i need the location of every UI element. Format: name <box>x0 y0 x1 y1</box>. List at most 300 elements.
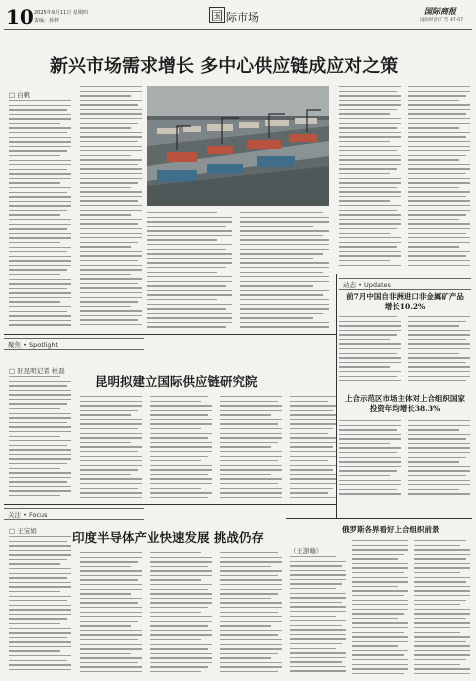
text-line <box>408 362 466 363</box>
text-line <box>408 425 470 426</box>
text-line <box>339 132 401 133</box>
text-line <box>290 433 328 434</box>
text-line <box>408 155 466 156</box>
text-line <box>339 429 397 430</box>
text-line <box>147 304 232 305</box>
text-line <box>339 136 401 137</box>
text-line <box>80 255 142 256</box>
text-line <box>339 376 397 377</box>
text-line <box>80 488 138 489</box>
text-line <box>339 260 390 261</box>
paper-sub: 国际经济/广告 47-07 <box>420 18 464 23</box>
text-line <box>150 639 201 640</box>
text-line <box>9 205 71 206</box>
text-line <box>150 570 212 571</box>
text-line <box>150 428 201 429</box>
text-line <box>80 260 138 261</box>
text-line <box>352 664 408 665</box>
text-line <box>352 549 408 550</box>
text-line <box>408 237 470 238</box>
sub1-title: 昆明拟建立国际供应链研究院 <box>95 374 258 389</box>
text-line <box>147 262 232 263</box>
text-line <box>80 269 142 270</box>
text-line <box>414 673 470 674</box>
text-line <box>220 456 282 457</box>
text-line <box>414 572 460 573</box>
text-line <box>414 558 466 559</box>
text-line <box>150 414 208 415</box>
text-line <box>414 627 470 628</box>
port-photo-image <box>147 86 329 206</box>
text-line <box>339 210 397 211</box>
text-line <box>339 443 390 444</box>
text-line <box>339 321 401 322</box>
divider <box>4 334 336 335</box>
text-line <box>408 136 466 137</box>
text-line <box>9 591 60 592</box>
text-line <box>80 228 142 229</box>
text-line <box>414 636 470 637</box>
text-line <box>240 317 313 318</box>
text-line <box>339 470 397 471</box>
text-line <box>80 396 142 397</box>
text-line <box>80 319 138 320</box>
text-line <box>80 155 131 156</box>
text-line <box>290 414 336 415</box>
text-line <box>408 118 470 119</box>
text-line <box>150 634 212 635</box>
text-line <box>150 616 212 617</box>
text-line <box>339 251 401 252</box>
text-line <box>150 630 212 631</box>
sub2-col2 <box>80 552 142 678</box>
text-line <box>240 262 329 263</box>
text-line <box>240 239 329 240</box>
text-line <box>80 566 131 567</box>
text-line <box>9 301 60 302</box>
text-line <box>147 308 226 309</box>
text-line <box>290 474 336 475</box>
text-line <box>352 622 408 623</box>
text-line <box>290 606 346 607</box>
text-line <box>150 612 201 613</box>
text-line <box>220 657 271 658</box>
text-line <box>150 488 201 489</box>
text-line <box>150 584 212 585</box>
text-line <box>339 343 401 344</box>
text-line <box>80 200 138 201</box>
sub2-col1 <box>9 536 71 678</box>
text-line <box>408 100 459 101</box>
text-line <box>339 348 401 349</box>
text-line <box>9 609 71 610</box>
text-line <box>339 187 397 188</box>
text-line <box>352 659 408 660</box>
text-line <box>80 497 142 498</box>
text-line <box>339 334 397 335</box>
text-line <box>9 614 71 615</box>
text-line <box>339 484 401 485</box>
text-line <box>80 451 138 452</box>
text-line <box>339 127 397 128</box>
right-bottom-col1 <box>290 556 346 678</box>
text-line <box>290 442 336 443</box>
text-line <box>220 446 271 447</box>
text-line <box>9 637 67 638</box>
page-number: 10 <box>6 5 34 29</box>
text-line <box>150 474 208 475</box>
text-line <box>80 182 138 183</box>
text-line <box>9 155 60 156</box>
text-line <box>240 326 329 327</box>
text-line <box>9 573 71 574</box>
text-line <box>220 478 282 479</box>
text-line <box>220 602 282 603</box>
left-bottom-label: □ 王宝娟 <box>9 527 37 535</box>
text-line <box>9 618 67 619</box>
text-line <box>220 616 282 617</box>
divider <box>336 274 337 518</box>
text-line <box>339 205 401 206</box>
text-line <box>290 593 346 594</box>
text-line <box>408 109 470 110</box>
text-line <box>352 545 408 546</box>
text-line <box>9 417 71 418</box>
text-line <box>80 237 142 238</box>
text-line <box>220 465 282 466</box>
text-line <box>220 666 282 667</box>
text-line <box>80 428 138 429</box>
text-line <box>414 590 470 591</box>
text-line <box>240 221 329 222</box>
text-line <box>150 666 208 667</box>
text-line <box>290 488 333 489</box>
text-line <box>150 396 208 397</box>
text-line <box>339 466 401 467</box>
text-line <box>9 596 71 597</box>
text-line <box>220 566 271 567</box>
text-line <box>150 653 212 654</box>
text-line <box>408 438 466 439</box>
text-line <box>290 602 342 603</box>
text-line <box>9 247 71 248</box>
text-line <box>339 255 401 256</box>
text-line <box>408 141 470 142</box>
text-line <box>290 561 346 562</box>
text-line <box>9 114 71 115</box>
text-line <box>290 451 336 452</box>
text-line <box>240 322 329 323</box>
text-line <box>220 451 282 452</box>
text-line <box>414 645 470 646</box>
text-line <box>220 497 282 498</box>
text-line <box>80 634 142 635</box>
text-line <box>290 483 336 484</box>
text-line <box>408 452 470 453</box>
text-line <box>9 269 67 270</box>
text-line <box>80 621 138 622</box>
text-line <box>408 434 470 435</box>
text-line <box>290 428 333 429</box>
text-line <box>408 371 470 372</box>
text-line <box>408 380 466 381</box>
text-line <box>9 650 60 651</box>
text-line <box>9 454 71 455</box>
text-line <box>408 219 459 220</box>
text-line <box>9 228 67 229</box>
text-line <box>147 244 232 245</box>
text-line <box>220 405 282 406</box>
text-line <box>147 326 226 327</box>
text-line <box>9 472 71 473</box>
text-line <box>408 246 459 247</box>
text-line <box>80 287 142 288</box>
text-line <box>290 437 336 438</box>
date-line: 2025年9月11日 星期四 <box>34 10 88 16</box>
text-line <box>80 278 142 279</box>
text-line <box>220 653 278 654</box>
text-line <box>352 609 408 610</box>
text-line <box>339 480 401 481</box>
text-line <box>352 613 404 614</box>
text-line <box>9 237 71 238</box>
text-line <box>339 452 397 453</box>
text-line <box>414 581 466 582</box>
text-line <box>9 646 71 647</box>
text-line <box>80 598 142 599</box>
text-line <box>339 159 401 160</box>
text-line <box>9 173 71 174</box>
text-line <box>147 267 226 268</box>
text-line <box>414 540 466 541</box>
text-line <box>9 399 71 400</box>
text-line <box>339 475 390 476</box>
text-line <box>220 469 282 470</box>
text-line <box>414 654 470 655</box>
text-line <box>147 281 232 282</box>
text-line <box>408 233 466 234</box>
text-line <box>9 495 60 496</box>
text-line <box>352 600 408 601</box>
text-line <box>80 437 142 438</box>
text-line <box>352 590 408 591</box>
text-line <box>9 605 71 606</box>
main-article-col6 <box>408 86 470 272</box>
text-line <box>339 200 390 201</box>
text-line <box>80 552 142 553</box>
text-line <box>352 581 408 582</box>
text-line <box>220 644 282 645</box>
text-line <box>9 160 71 161</box>
text-line <box>9 490 71 491</box>
text-line <box>339 461 401 462</box>
text-line <box>220 639 282 640</box>
text-line <box>220 433 282 434</box>
updates-label: 动态 • Updates <box>343 281 391 289</box>
text-line <box>240 304 329 305</box>
text-line <box>80 159 142 160</box>
text-line <box>9 169 67 170</box>
text-line <box>9 568 71 569</box>
text-line <box>147 235 232 236</box>
text-line <box>408 461 459 462</box>
text-line <box>339 100 401 101</box>
text-line <box>414 659 466 660</box>
text-line <box>9 196 71 197</box>
text-line <box>150 446 212 447</box>
text-line <box>150 644 212 645</box>
text-line <box>339 164 401 165</box>
text-line <box>80 283 138 284</box>
text-line <box>220 483 278 484</box>
text-line <box>150 465 212 466</box>
text-line <box>9 146 71 147</box>
text-line <box>80 644 142 645</box>
text-line <box>9 283 71 284</box>
text-line <box>339 150 397 151</box>
text-line <box>9 628 71 629</box>
text-line <box>408 182 470 183</box>
text-line <box>147 290 232 291</box>
text-line <box>150 460 201 461</box>
text-line <box>9 436 60 437</box>
text-line <box>80 210 142 211</box>
text-line <box>80 100 142 101</box>
text-line <box>408 150 470 151</box>
text-line <box>290 456 336 457</box>
text-line <box>408 343 470 344</box>
text-line <box>408 123 470 124</box>
text-line <box>408 480 470 481</box>
text-line <box>414 604 460 605</box>
main-article-col3 <box>147 212 232 332</box>
right-box2-heading: 上合示范区市场主体对上合组织国家投资年均增长38.3% <box>345 394 465 413</box>
text-line <box>240 285 313 286</box>
text-line <box>80 653 131 654</box>
text-line <box>339 316 397 317</box>
text-line <box>9 210 67 211</box>
text-line <box>80 132 142 133</box>
main-title: 新兴市场需求增长 多中心供应链成应对之策 <box>50 56 399 77</box>
text-line <box>408 200 470 201</box>
text-line <box>9 187 71 188</box>
text-line <box>9 265 71 266</box>
text-line <box>339 196 401 197</box>
text-line <box>80 460 142 461</box>
text-line <box>408 260 470 261</box>
text-line <box>80 465 142 466</box>
text-line <box>80 478 142 479</box>
text-line <box>408 214 466 215</box>
text-line <box>408 113 466 114</box>
text-line <box>9 550 71 551</box>
text-line <box>80 662 138 663</box>
text-line <box>220 612 278 613</box>
text-line <box>150 401 201 402</box>
text-line <box>339 86 401 87</box>
text-line <box>9 431 71 432</box>
text-line <box>339 104 401 105</box>
text-line <box>352 554 404 555</box>
text-line <box>80 292 142 293</box>
text-line <box>414 554 470 555</box>
text-line <box>9 632 71 633</box>
text-line <box>147 299 217 300</box>
text-line <box>9 440 71 441</box>
text-line <box>408 321 466 322</box>
text-line <box>408 159 459 160</box>
text-line <box>80 265 142 266</box>
text-line <box>339 447 401 448</box>
text-line <box>339 168 397 169</box>
text-line <box>290 666 346 667</box>
text-line <box>9 132 67 133</box>
text-line <box>339 489 397 490</box>
text-line <box>80 223 138 224</box>
text-line <box>290 465 336 466</box>
text-line <box>414 567 470 568</box>
right-box-heading: 前7月中国自非洲进口非金属矿产品增长10.2% <box>346 292 464 311</box>
text-line <box>80 414 131 415</box>
text-line <box>220 607 282 608</box>
text-line <box>240 290 329 291</box>
text-line <box>220 579 282 580</box>
text-line <box>80 301 138 302</box>
text-line <box>414 549 470 550</box>
text-line <box>80 164 138 165</box>
text-line <box>80 433 142 434</box>
text-line <box>220 662 282 663</box>
text-line <box>352 632 404 633</box>
text-line <box>290 634 346 635</box>
text-line <box>220 428 282 429</box>
text-line <box>80 639 138 640</box>
text-line <box>9 403 67 404</box>
text-line <box>147 249 226 250</box>
text-line <box>290 396 336 397</box>
text-line <box>80 118 142 119</box>
text-line <box>220 561 282 562</box>
text-line <box>290 620 346 621</box>
text-line <box>9 559 67 560</box>
text-line <box>150 492 212 493</box>
text-line <box>290 616 336 617</box>
text-line <box>150 648 208 649</box>
text-line <box>9 586 71 587</box>
text-line <box>414 622 470 623</box>
text-line <box>150 598 212 599</box>
text-line <box>80 557 142 558</box>
text-line <box>9 141 71 142</box>
text-line <box>414 664 460 665</box>
text-line <box>240 313 323 314</box>
text-line <box>290 629 346 630</box>
text-line <box>9 233 71 234</box>
text-line <box>352 650 408 651</box>
text-line <box>408 242 470 243</box>
text-line <box>352 595 404 596</box>
right-bottom-col3 <box>414 540 470 678</box>
text-line <box>80 141 138 142</box>
text-line <box>9 150 67 151</box>
text-line <box>240 226 313 227</box>
text-line <box>339 353 397 354</box>
text-line <box>9 545 71 546</box>
text-line <box>352 627 408 628</box>
text-line <box>220 634 278 635</box>
text-line <box>147 212 217 213</box>
text-line <box>339 155 401 156</box>
